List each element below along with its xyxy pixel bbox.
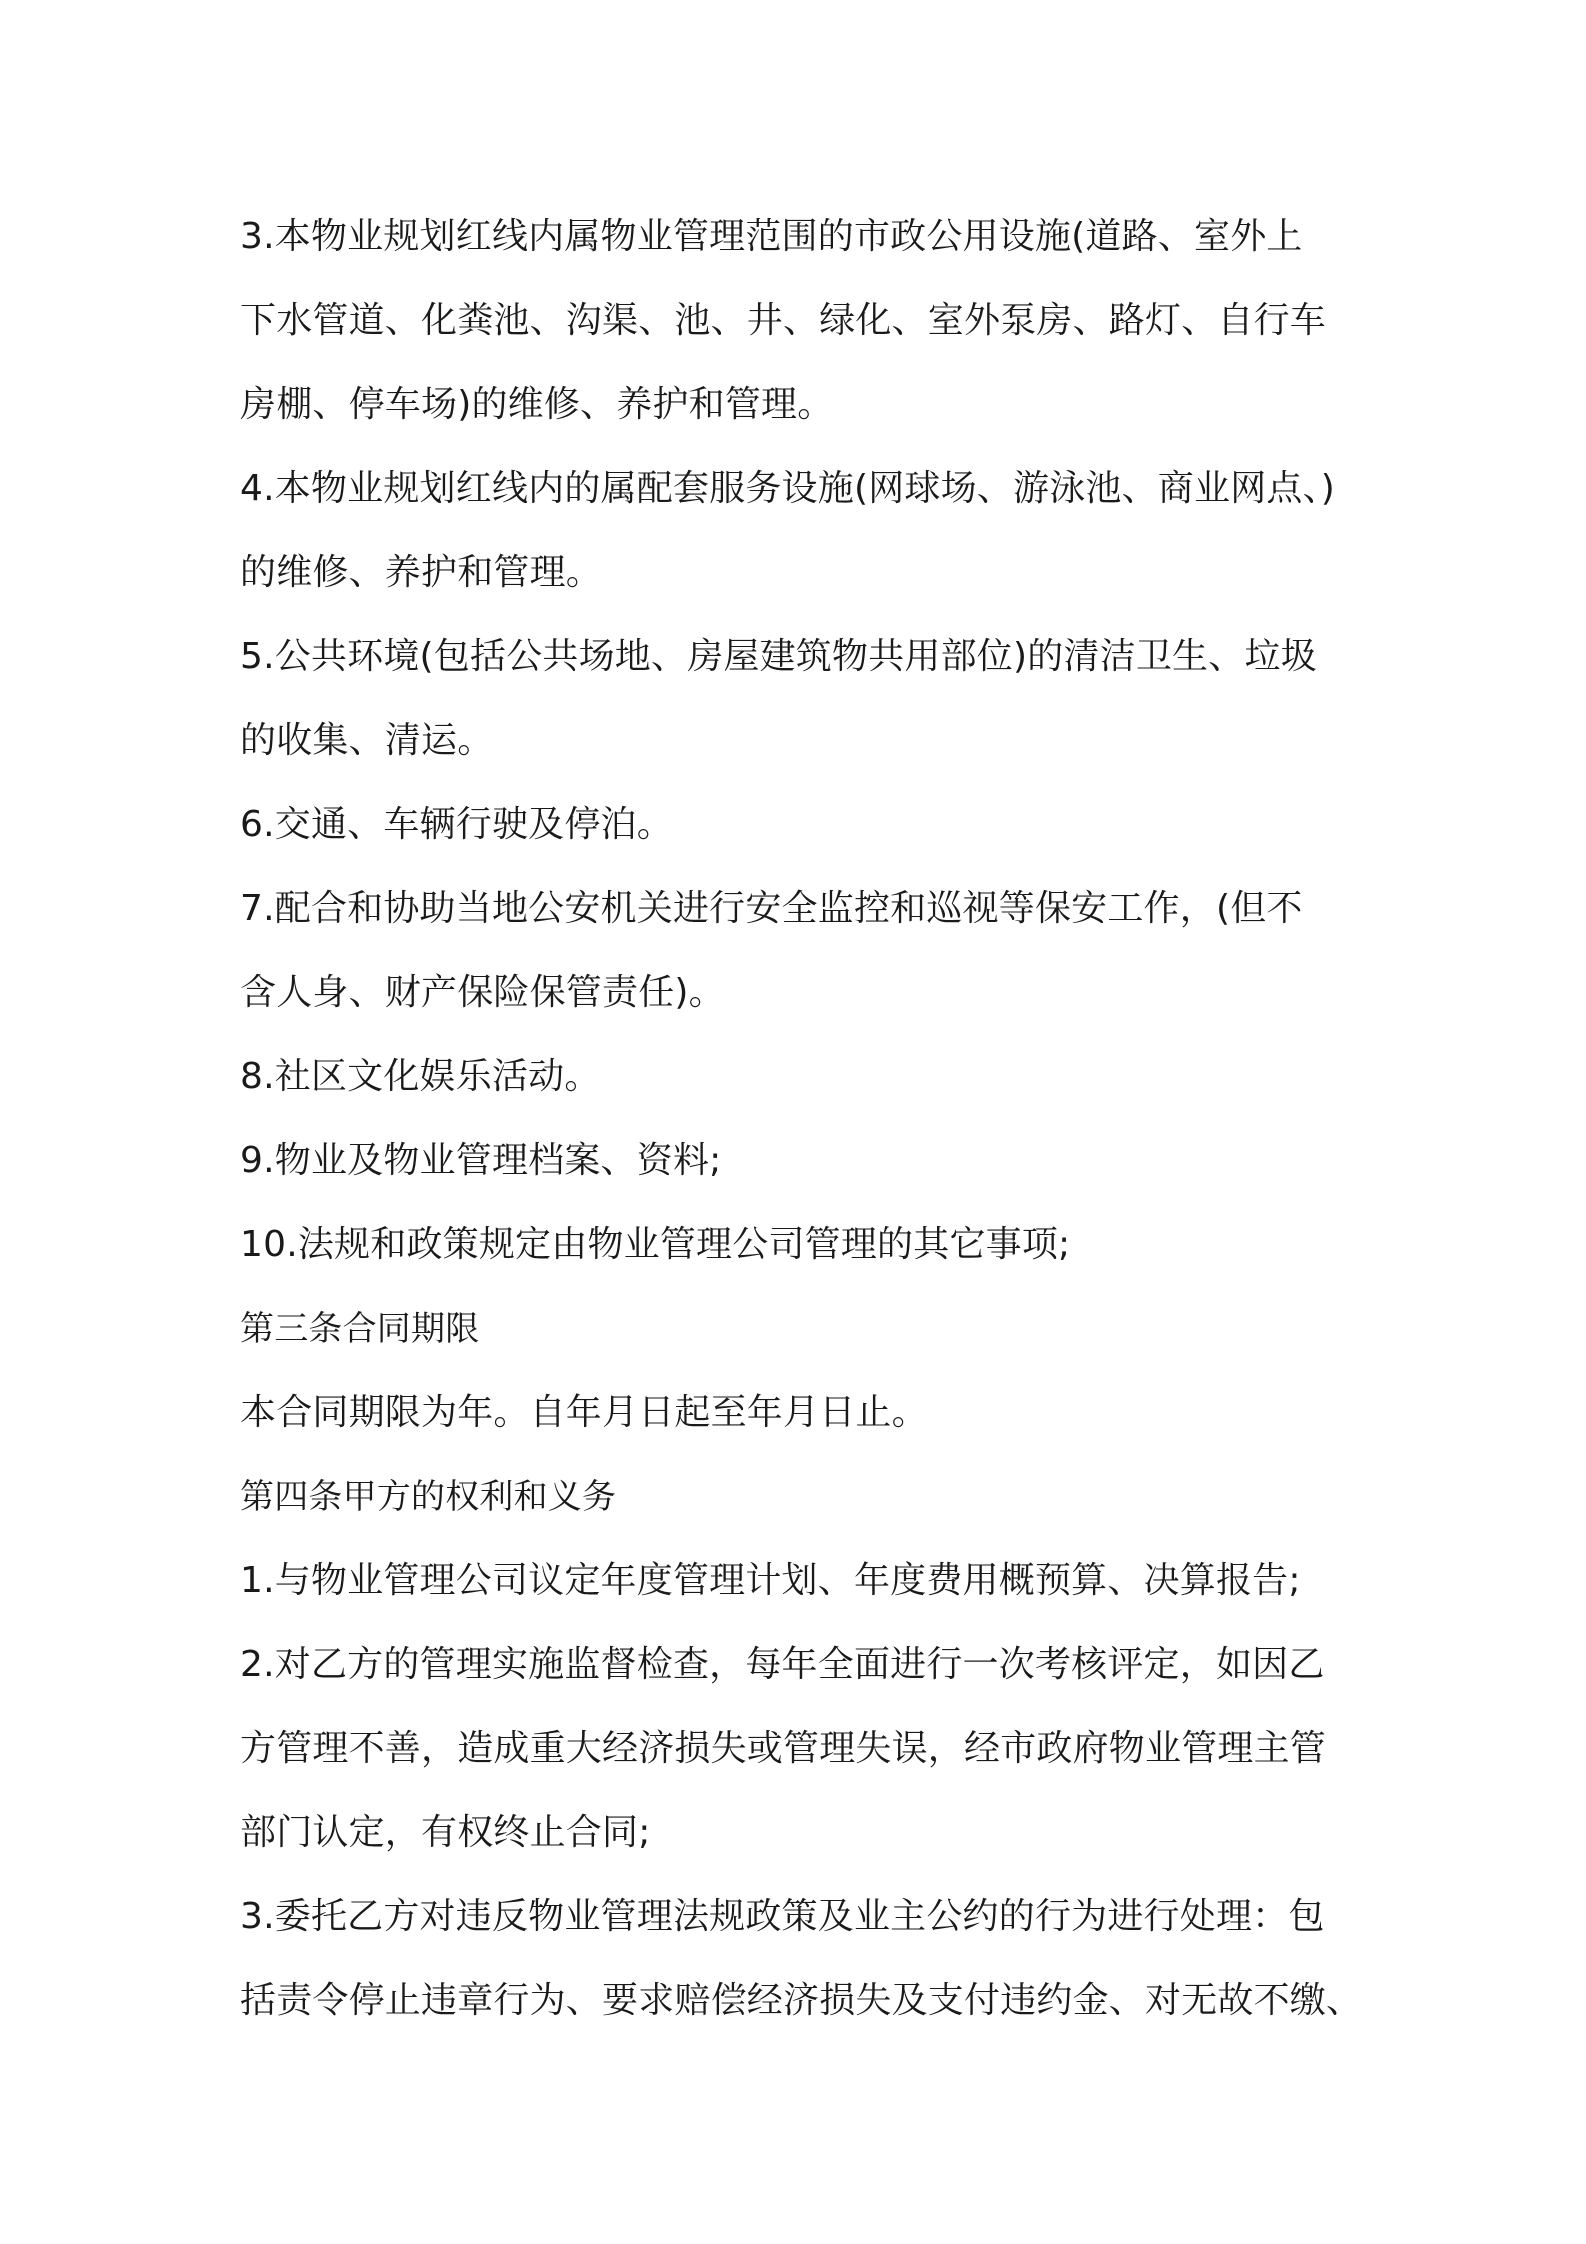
text-line: 本合同期限为年。自年月日起至年月日止。 — [240, 1392, 928, 1433]
text-line: 的维修、养护和管理。 — [240, 552, 603, 593]
text-line: 8.社区文化娱乐活动。 — [240, 1056, 601, 1097]
text-line: 3.本物业规划红线内属物业管理范围的市政公用设施(道路、室外上 — [240, 216, 1303, 257]
text-line: 括责令停止违章行为、要求赔偿经济损失及支付违约金、对无故不缴、 — [240, 1980, 1363, 2021]
text-line: 10.法规和政策规定由物业管理公司管理的其它事项; — [240, 1224, 1071, 1265]
text-line: 4.本物业规划红线内的属配套服务设施(网球场、游泳池、商业网点、) — [240, 468, 1336, 509]
text-line: 1.与物业管理公司议定年度管理计划、年度费用概预算、决算报告; — [240, 1560, 1301, 1601]
text-line: 2.对乙方的管理实施监督检查，每年全面进行一次考核评定，如因乙 — [240, 1644, 1325, 1685]
section-heading: 第四条甲方的权利和义务 — [240, 1477, 617, 1517]
text-line: 5.公共环境(包括公共场地、房屋建筑物共用部位)的清洁卫生、垃圾 — [240, 636, 1317, 677]
text-line: 部门认定，有权终止合同; — [240, 1812, 651, 1853]
text-line: 9.物业及物业管理档案、资料; — [240, 1140, 722, 1181]
text-line: 7.配合和协助当地公安机关进行安全监控和巡视等保安工作，(但不 — [240, 888, 1303, 929]
section-heading: 第三条合同期限 — [240, 1309, 480, 1349]
text-line: 3.委托乙方对违反物业管理法规政策及业主公约的行为进行处理：包 — [240, 1896, 1325, 1937]
text-line: 方管理不善，造成重大经济损失或管理失误，经市政府物业管理主管 — [240, 1728, 1327, 1769]
text-line: 6.交通、车辆行驶及停泊。 — [240, 804, 673, 845]
text-line: 含人身、财产保险保管责任)。 — [240, 972, 725, 1013]
text-line: 房棚、停车场)的维修、养护和管理。 — [240, 384, 834, 425]
document-body — [240, 195, 1363, 2043]
text-line: 下水管道、化粪池、沟渠、池、井、绿化、室外泵房、路灯、自行车 — [240, 300, 1327, 341]
text-line: 的收集、清运。 — [240, 720, 494, 761]
